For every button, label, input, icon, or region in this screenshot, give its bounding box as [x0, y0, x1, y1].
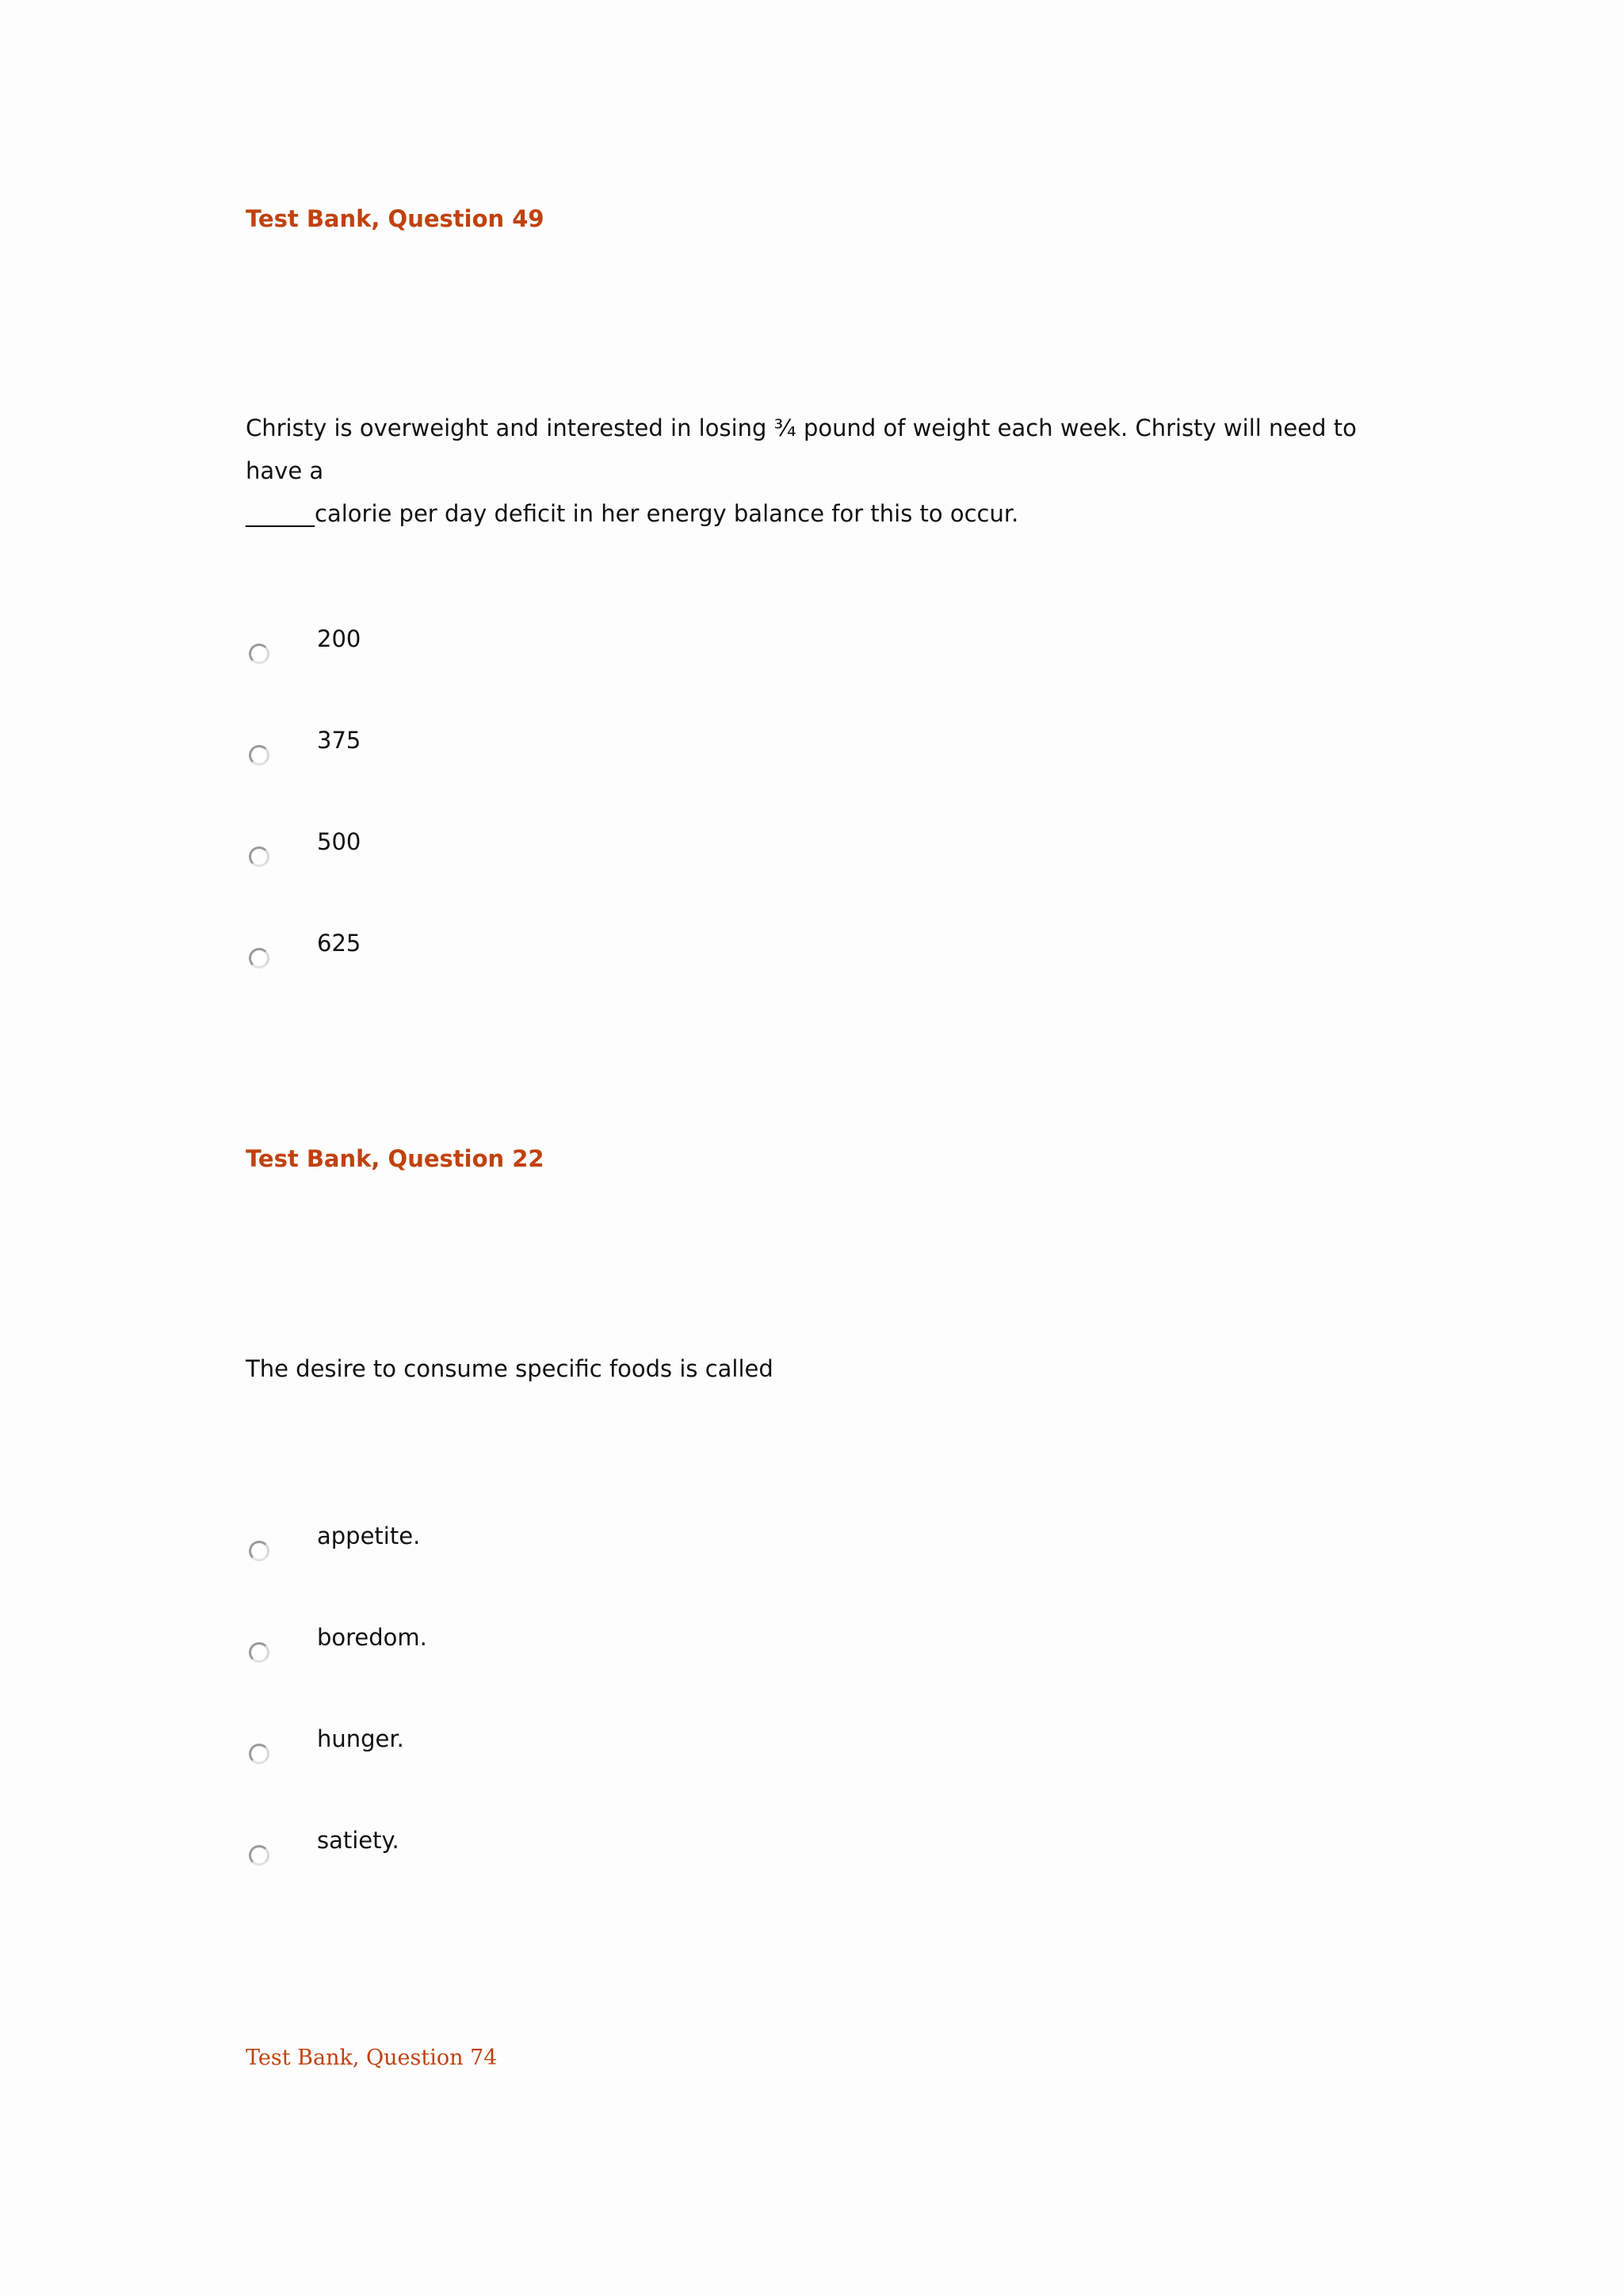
- question-text: [246, 1347, 1395, 1390]
- radio-button[interactable]: [249, 644, 269, 664]
- radio-button[interactable]: [249, 1744, 269, 1764]
- radio-button[interactable]: [249, 1845, 269, 1866]
- question-text-line: ______calorie per day deficit in her energy balance for this to occur.: [246, 500, 1019, 527]
- answer-option-label: satiety.: [317, 1827, 399, 1854]
- answer-option-label: 625: [317, 930, 361, 957]
- answer-option-label: appetite.: [317, 1522, 421, 1549]
- answer-option[interactable]: [246, 625, 721, 677]
- question-title: Test Bank, Question 74: [246, 2046, 498, 2070]
- question-title: Test Bank, Question 49: [246, 205, 544, 232]
- answer-option-label: 200: [317, 625, 361, 652]
- answer-option-label: boredom.: [317, 1624, 427, 1651]
- answer-option[interactable]: [246, 930, 721, 981]
- question-text-line: The desire to consume specific foods is called: [246, 1355, 773, 1382]
- radio-button[interactable]: [249, 846, 269, 867]
- answer-option[interactable]: [246, 1522, 721, 1574]
- answer-option-label: 375: [317, 727, 361, 754]
- radio-button[interactable]: [249, 1642, 269, 1663]
- question-text: [246, 407, 1395, 535]
- answer-option-label: hunger.: [317, 1725, 404, 1752]
- radio-button[interactable]: [249, 948, 269, 968]
- question-text-line: Christy is overweight and interested in losing ¾ pound of weight each week. Christy will need to have a: [246, 415, 1357, 484]
- radio-button[interactable]: [249, 745, 269, 766]
- answer-option[interactable]: [246, 828, 721, 880]
- answer-option[interactable]: [246, 1827, 721, 1878]
- radio-button[interactable]: [249, 1541, 269, 1561]
- question-title: Test Bank, Question 22: [246, 1145, 544, 1172]
- answer-option[interactable]: [246, 727, 721, 778]
- answer-option-label: 500: [317, 828, 361, 855]
- answer-option[interactable]: [246, 1624, 721, 1675]
- answer-option[interactable]: [246, 1725, 721, 1777]
